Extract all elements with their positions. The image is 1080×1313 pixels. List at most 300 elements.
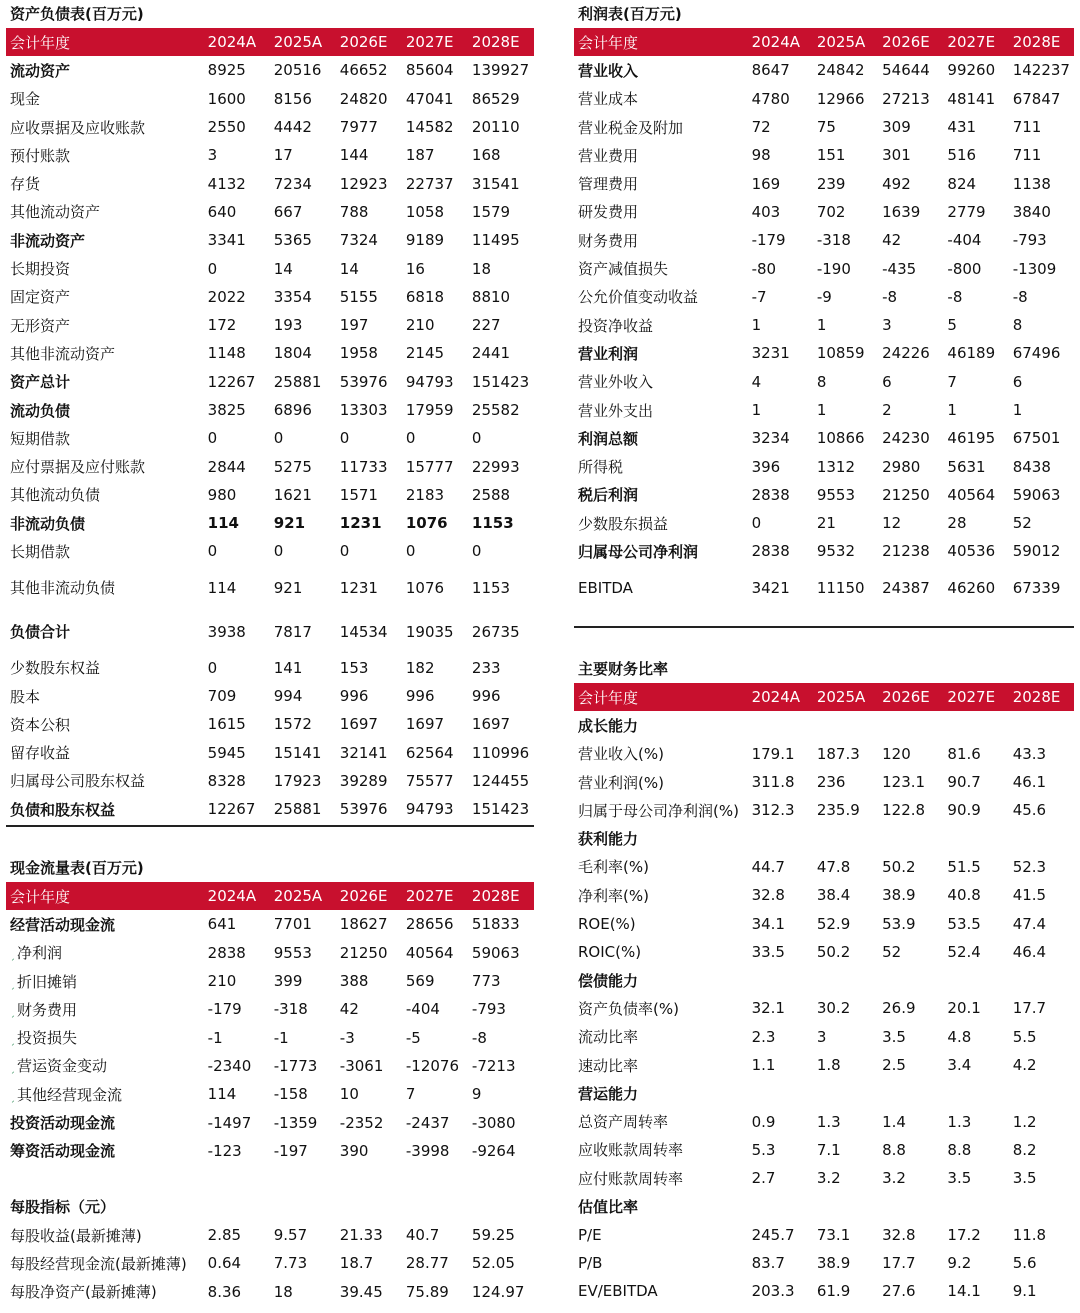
cell-value: 0 [405,542,416,561]
cell-value: 9.57 [273,1226,308,1245]
cell-value: 86529 [471,89,520,108]
cell-value: 39289 [339,771,388,790]
cell-value: 25881 [273,372,322,391]
cell-value: 210 [207,972,237,991]
cell-value: 151423 [471,800,530,819]
year-header: 2028E [1009,683,1074,711]
cell-value: 3341 [207,231,246,250]
cell-value: 94793 [405,800,454,819]
row-label-text: 获利能力 [578,830,639,849]
cell-value: 2022 [207,287,246,306]
cell-value: 21.33 [339,1226,383,1245]
table-row [6,910,534,938]
row-label [574,339,748,367]
cell-value: 7324 [339,231,378,250]
cell-value: 16 [405,259,425,278]
cell-value [1009,1079,1074,1107]
row-label-text: 速动比率 [578,1056,639,1075]
cell-value: 0 [207,429,218,448]
row-label-text: 营业费用 [578,146,639,165]
cell-value: 3354 [273,287,312,306]
row-label [6,1137,204,1165]
row-label-text: 负债和股东权益 [10,800,116,819]
row-label-text: 现金 [10,90,41,109]
row-label [6,452,204,480]
cell-value: -1773 [273,1056,318,1075]
cell-value: 47.4 [1012,914,1047,933]
row-label [6,967,204,995]
table-row [6,1137,534,1165]
cell-value: 59063 [471,943,520,962]
cell-value: -7 [751,287,767,306]
cell-value: 114 [207,578,237,597]
cell-value: 1571 [339,485,378,504]
cell-value: 235.9 [816,801,860,820]
cell-value: 1697 [471,715,511,734]
table-row [6,1108,534,1136]
cell-value: 390 [339,1141,369,1160]
row-label-text: 应收票据及应收账款 [10,118,146,137]
cell-value: 996 [339,687,369,706]
row-label [574,169,748,197]
cell-value: 996 [471,687,501,706]
row-label [6,368,204,396]
row-label [6,113,204,141]
cell-value: 52.4 [947,942,981,961]
table-row [574,141,1074,169]
table-row [574,113,1074,141]
row-label-text: 利润总额 [578,429,639,448]
cell-value: 1076 [405,514,448,533]
row-label-text: 资产减值损失 [578,260,669,279]
row-label [574,198,748,226]
cell-value: 396 [751,457,781,476]
cell-value: 114 [207,514,239,533]
row-label [6,995,204,1023]
row-label [6,141,204,169]
cell-value: 702 [816,202,846,221]
table-row [6,368,534,396]
cell-value: 73.1 [816,1225,851,1244]
table-row [6,566,534,610]
row-label-text: 营业成本 [578,90,639,109]
cell-value: 4780 [751,89,790,108]
cell-value: 52.9 [816,914,851,933]
cell-value: 94793 [405,372,454,391]
cell-value: 32141 [339,743,388,762]
cell-value: 5155 [339,287,378,306]
cell-value: -318 [273,1000,308,1019]
cell-value: 48141 [947,89,996,108]
cell-value: 7 [405,1085,416,1104]
cell-value: 17 [273,146,293,165]
cell-value: 3.2 [882,1169,906,1188]
table-row [6,1278,534,1306]
table-row [6,452,534,480]
cell-value: 10859 [816,344,865,363]
row-label [6,396,204,424]
year-header: 2026E [336,882,402,910]
cell-value: -3080 [471,1113,516,1132]
cell-value: 151 [816,146,846,165]
cell-value: 124455 [471,771,530,790]
cell-value [813,824,878,852]
cell-value: 7 [947,372,957,391]
row-label [574,566,748,610]
cell-value: 980 [207,485,237,504]
cell-value: 43.3 [1012,744,1047,763]
table-row [574,85,1074,113]
cell-value: -12076 [405,1056,459,1075]
cell-value: 3 [882,316,892,335]
ratios-panel [574,655,1074,1306]
cell-value: 10 [339,1085,359,1104]
cell-value [943,824,1008,852]
row-label-text: 管理费用 [578,175,639,194]
table-row [6,739,534,767]
cell-value: 28.77 [405,1254,449,1273]
cell-value: -80 [751,259,777,278]
row-label [6,481,204,509]
cell-value: 6818 [405,287,445,306]
section-heading-row [574,711,1074,739]
cell-value: 61.9 [816,1282,851,1301]
cell-value: 1 [816,316,827,335]
cell-value: 1615 [207,715,246,734]
cell-value: 14582 [405,118,454,137]
ratios-table [574,683,1074,1306]
row-label [6,198,204,226]
cell-value: 8.36 [207,1282,242,1301]
cell-value: 38.9 [816,1254,851,1273]
row-label-text: 应收账款周转率 [578,1141,684,1160]
table-row [6,795,534,823]
cell-value: 5945 [207,743,246,762]
cell-value: 5.6 [1012,1254,1037,1273]
cell-value: 4442 [273,118,312,137]
table-row [6,939,534,967]
cell-value: 0 [405,429,416,448]
cell-value [1009,966,1074,994]
row-label-text: 长期借款 [10,542,71,561]
cell-value: 0 [339,542,350,561]
row-label-text: 少数股东权益 [10,659,101,678]
cell-value [878,1079,943,1107]
cell-value: -3998 [405,1141,450,1160]
table-row [574,311,1074,339]
cell-value: 114 [207,1085,237,1104]
row-label-text: 短期借款 [10,429,71,448]
cell-value: 25881 [273,800,322,819]
cell-value: 641 [207,915,237,934]
cell-value: 98 [751,146,771,165]
year-header: 2025A [813,683,878,711]
cell-value: -8 [1012,287,1028,306]
cell-value: 1312 [816,457,856,476]
cell-value: 5.5 [1012,1027,1037,1046]
cell-value: 239 [816,174,846,193]
cell-value: -2352 [339,1113,384,1132]
table-row [6,682,534,710]
cell-value: 2 [882,401,892,419]
row-label [6,339,204,367]
cell-value: 3825 [207,401,246,419]
cell-value: 18627 [339,915,388,934]
cell-value [748,966,813,994]
cell-value: -793 [1012,231,1047,250]
row-label [6,1108,204,1136]
table-row [574,740,1074,768]
cell-value: 0.64 [207,1254,242,1273]
cell-value: 67496 [1012,344,1061,363]
cell-value: -7213 [471,1056,516,1075]
cell-value: 236 [816,773,846,792]
table-row [574,853,1074,881]
cell-value: 5631 [947,457,986,476]
row-label-text: 流动资产 [10,61,71,80]
cell-value: 9.2 [947,1254,972,1273]
header-label: 会计年度 [574,683,748,711]
cell-value: 0 [273,429,284,448]
cell-value: 21250 [339,943,388,962]
table-row [6,198,534,226]
table-row [574,768,1074,796]
cell-value: 40.7 [405,1226,440,1245]
cell-value: 19035 [405,622,454,641]
table-row [6,509,534,537]
cell-value: 24842 [816,61,865,80]
row-label [6,682,204,710]
balance-sheet-bottom-rule [6,825,534,827]
cell-value: 921 [273,514,306,533]
cell-value: 51.5 [947,857,981,876]
cell-value: 403 [751,202,781,221]
row-label-text: 长期投资 [10,260,71,279]
row-label-text: 预付账款 [10,146,71,165]
row-label [574,966,748,994]
per-share-panel [6,1193,534,1306]
cell-value: 24230 [882,429,930,448]
row-label-text: 归属母公司净利润 [578,542,699,561]
cell-value: 54644 [882,61,930,80]
row-label-text: 流动负债 [10,401,71,420]
cell-value: 1138 [1012,174,1051,193]
row-label [6,910,204,938]
row-label-text: 其他流动负债 [10,486,101,505]
cell-value: -9 [816,287,832,306]
cell-value: 994 [273,687,303,706]
table-row [574,56,1074,84]
cell-value: -318 [816,231,851,250]
cell-value: 1.3 [816,1112,841,1131]
cell-value: 11495 [471,231,520,250]
row-label-text: 其他经营现金流 [17,1085,123,1104]
cash-flow-panel [6,854,534,1165]
cell-value: 2441 [471,344,511,363]
row-label [574,396,748,424]
table-row [574,424,1074,452]
cell-value: 67501 [1012,429,1061,448]
indent-marker-icon: ˏ [10,1006,15,1018]
cell-value: 0.9 [751,1112,776,1131]
cell-value: 6896 [273,401,312,419]
cell-value: 3231 [751,344,790,363]
cell-value: 921 [273,578,303,597]
cell-value: 39.45 [339,1282,383,1301]
year-header: 2026E [336,28,402,56]
row-label [574,226,748,254]
cell-value: 53.5 [947,914,981,933]
row-label-text: ROE(%) [578,914,636,933]
row-label [6,1221,204,1249]
table-row [574,1023,1074,1051]
table-row [6,396,534,424]
cell-value: 569 [405,972,435,991]
cell-value: -158 [273,1085,308,1104]
cell-value: -8 [471,1028,487,1047]
table-row [574,509,1074,537]
cell-value: 32.1 [751,999,785,1018]
table-row [574,283,1074,311]
row-label [574,113,748,141]
row-label [6,85,204,113]
cell-value [813,1079,878,1107]
table-row [6,226,534,254]
row-label-text: 资本公积 [10,715,71,734]
table-header-row [574,28,1074,56]
cell-value: 197 [339,316,369,335]
row-label [6,795,204,823]
row-label [574,1164,748,1192]
cell-value: 2183 [405,485,445,504]
cell-value: 99260 [947,61,996,80]
cell-value: 9189 [405,231,445,250]
cell-value: -1 [207,1028,223,1047]
row-label [574,424,748,452]
cell-value: 67339 [1012,578,1061,597]
cell-value: 42 [339,1000,359,1019]
row-label-text: 无形资产 [10,316,71,335]
cell-value: 24387 [882,578,930,597]
row-label [574,254,748,282]
row-label [574,1249,748,1277]
table-row [574,938,1074,966]
row-label [6,1080,204,1108]
cell-value: 1572 [273,715,312,734]
cell-value: 311.8 [751,773,795,792]
cell-value: 9553 [273,943,312,962]
cell-value: 17923 [273,771,322,790]
year-header: 2027E [943,683,1008,711]
row-label-text: 营业税金及附加 [578,118,684,137]
cell-value: 8.8 [882,1140,906,1159]
cell-value: 8438 [1012,457,1051,476]
row-label-text: 税后利润 [578,486,639,505]
cell-value: 245.7 [751,1225,795,1244]
table-row [574,339,1074,367]
table-row [6,610,534,654]
cell-value [813,1192,878,1220]
cell-value [878,966,943,994]
cell-value: 81.6 [947,744,981,763]
cell-value: 46189 [947,344,996,363]
cell-value: -5 [405,1028,421,1047]
row-label [574,368,748,396]
cell-value: 21250 [882,485,930,504]
year-header: 2027E [402,882,468,910]
cell-value: 40564 [405,943,454,962]
row-label [574,881,748,909]
table-row [6,141,534,169]
income-statement-title: 利润表(百万元) [578,5,682,23]
indent-marker-icon: ˏ [10,1091,15,1103]
cell-value: 1 [947,401,957,419]
row-label [6,311,204,339]
cell-value: 151423 [471,372,530,391]
indent-marker-icon: ˏ [10,1035,15,1047]
table-row [574,1221,1074,1249]
table-row [6,339,534,367]
cell-value: 144 [339,146,369,165]
year-header: 2025A [270,882,336,910]
cell-value: -1309 [1012,259,1057,278]
cell-value: 1 [816,401,827,419]
cell-value: 12966 [816,89,865,108]
cell-value: 40.8 [947,886,981,905]
row-label-text: 投资净收益 [578,316,654,335]
row-label-text: 留存收益 [10,744,71,763]
row-label-text: 每股收益(最新摊薄) [10,1226,142,1245]
cell-value: 824 [947,174,977,193]
cell-value: 124.97 [471,1282,525,1301]
cell-value: 187 [405,146,435,165]
cell-value: 711 [1012,118,1042,137]
row-label-text: 非流动负债 [10,514,86,533]
row-label-text: 估值比率 [578,1197,639,1216]
table-row [574,909,1074,937]
row-label [6,767,204,795]
cell-value: 12 [882,514,902,533]
year-header: 2024A [204,882,270,910]
row-label [574,283,748,311]
cell-value: 17.7 [1012,999,1047,1018]
year-header: 2026E [878,683,943,711]
table-row [6,85,534,113]
cell-value [878,824,943,852]
row-label-text: 负债合计 [10,623,71,642]
cell-value: 996 [405,687,435,706]
cell-value: 3234 [751,429,790,448]
cell-value: 3.5 [1012,1169,1037,1188]
cell-value: 25582 [471,401,520,419]
cell-value: 28656 [405,915,454,934]
cell-value: 5275 [273,457,312,476]
cell-value: 21238 [882,542,930,561]
year-header: 2027E [402,28,468,56]
cell-value: 110996 [471,743,530,762]
cell-value: 8 [1012,316,1023,335]
row-label [6,169,204,197]
cell-value: 34.1 [751,914,785,933]
cell-value: 1.1 [751,1056,776,1074]
row-label-text: 偿债能力 [578,971,639,990]
cell-value: 12267 [207,372,256,391]
cell-value: 15777 [405,457,454,476]
row-label [574,1192,748,1220]
balance-sheet-table [6,28,534,823]
cell-value: -1359 [273,1113,318,1132]
cell-value: 210 [405,316,435,335]
